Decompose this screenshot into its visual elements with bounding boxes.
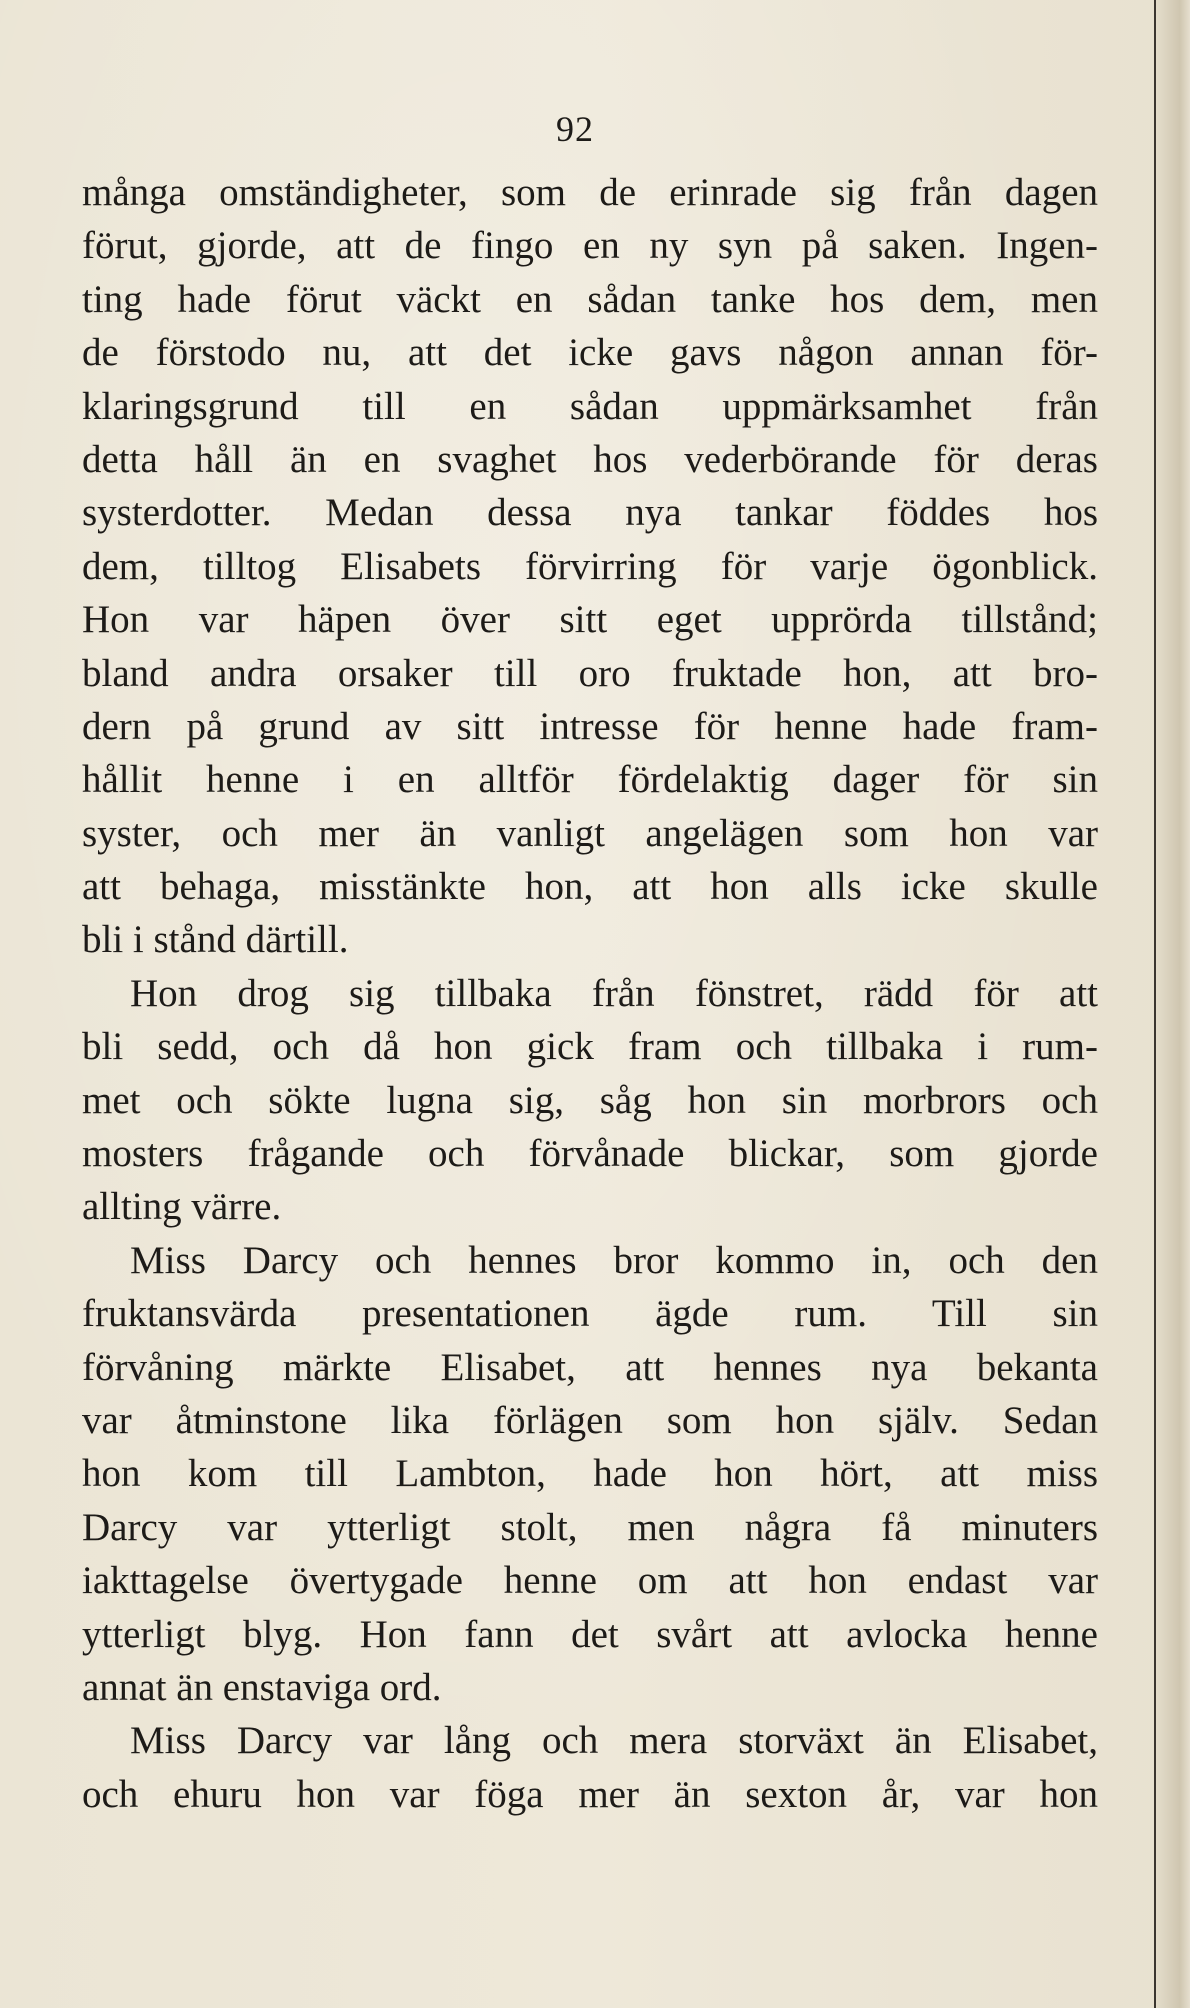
text-line: att behaga, misstänkte hon, att hon alls icke skulle xyxy=(82,865,1098,909)
text-line: hållit henne i en alltför fördelaktig dager för sin xyxy=(82,758,1098,802)
page-edge xyxy=(1154,0,1190,2008)
text-line: och ehuru hon var föga mer än sexton år, var hon xyxy=(82,1772,1098,1816)
text-line: fruktansvärda presentationen ägde rum. Till sin xyxy=(82,1292,1098,1336)
text-line: mosters frågande och förvånade blickar, som gjorde xyxy=(82,1132,1098,1176)
text-line: bli i stånd därtill. xyxy=(82,918,349,962)
body-text xyxy=(82,166,1098,1821)
text-line: Darcy var ytterligt stolt, men några få minuters xyxy=(82,1505,1098,1549)
text-line: de förstodo nu, att det icke gavs någon annan för- xyxy=(82,331,1098,375)
text-line: Hon var häpen över sitt eget upprörda tillstånd; xyxy=(82,598,1098,642)
text-line: detta håll än en svaghet hos vederbörande för deras xyxy=(82,437,1098,481)
text-line: systerdotter. Medan dessa nya tankar föddes hos xyxy=(82,491,1098,535)
text-line: förut, gjorde, att de fingo en ny syn på saken. Ingen- xyxy=(82,224,1098,268)
text-line: syster, och mer än vanligt angelägen som hon var xyxy=(82,811,1098,855)
text-line: Miss Darcy var lång och mera storväxt än Elisabet, xyxy=(130,1719,1098,1763)
text-line: ytterligt blyg. Hon fann det svårt att avlocka henne xyxy=(82,1612,1098,1656)
text-line: allting värre. xyxy=(82,1185,282,1229)
text-line: met och sökte lugna sig, såg hon sin morbrors och xyxy=(82,1078,1098,1122)
text-line: ting hade förut väckt en sådan tanke hos dem, men xyxy=(82,277,1098,321)
text-line: klaringsgrund till en sådan uppmärksamhet från xyxy=(82,384,1098,428)
text-line: bli sedd, och då hon gick fram och tillbaka i rum- xyxy=(82,1025,1098,1069)
text-line: Hon drog sig tillbaka från fönstret, rädd för att xyxy=(130,971,1098,1015)
text-line: dem, tilltog Elisabets förvirring för varje ögonblick. xyxy=(82,544,1098,588)
text-line: Miss Darcy och hennes bror kommo in, och den xyxy=(130,1238,1098,1282)
text-line: annat än enstaviga ord. xyxy=(82,1665,442,1709)
page-number: 92 xyxy=(556,109,594,149)
text-line: dern på grund av sitt intresse för henne hade fram- xyxy=(82,704,1098,748)
text-line: hon kom till Lambton, hade hon hört, att miss xyxy=(82,1452,1098,1496)
text-line: bland andra orsaker till oro fruktade hon, att bro- xyxy=(82,651,1098,695)
text-line: många omständigheter, som de erinrade sig från dagen xyxy=(82,171,1098,214)
text-line: iakttagelse övertygade henne om att hon endast var xyxy=(82,1559,1098,1603)
text-line: var åtminstone lika förlägen som hon själv. Sedan xyxy=(82,1398,1098,1442)
text-line: förvåning märkte Elisabet, att hennes nya bekanta xyxy=(82,1345,1098,1389)
